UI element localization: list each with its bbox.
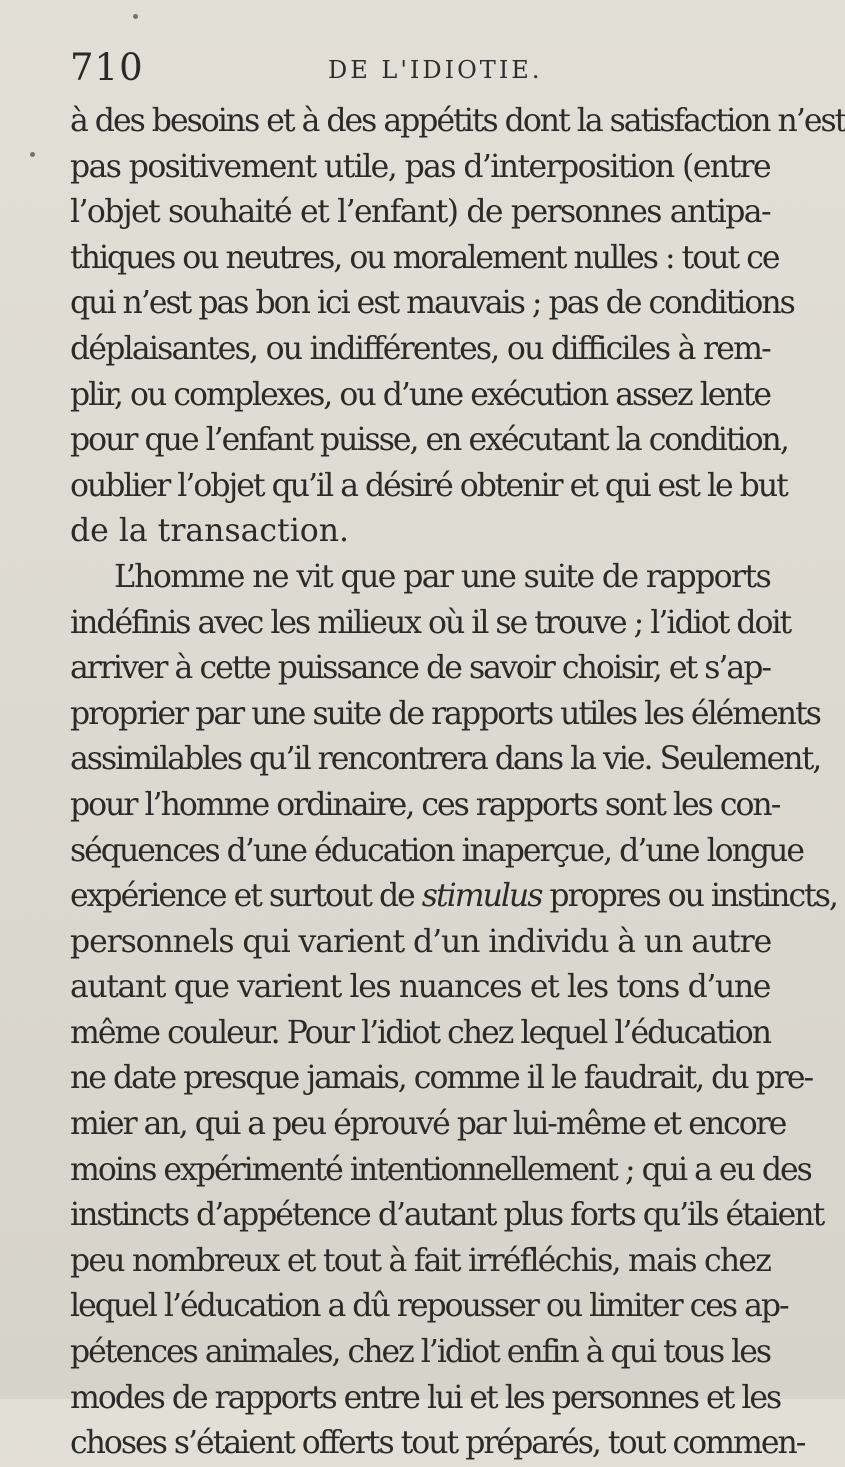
text-line: indéfinis avec les milieux où il se trouve ; l’idiot doit bbox=[70, 604, 791, 641]
text-line: mier an, qui a peu éprouvé par lui-même et encore bbox=[70, 1106, 786, 1143]
body-text bbox=[70, 99, 845, 1467]
text-line: pas positivement utile, pas d’interposition (entre bbox=[70, 148, 770, 185]
text-line: oublier l’objet qu’il a désiré obtenir et qui est le but bbox=[70, 467, 787, 504]
text-line: modes de rapports entre lui et les personnes et les bbox=[70, 1379, 781, 1416]
running-title: DE L'IDIOTIE. bbox=[328, 56, 543, 84]
text-line: déplaisantes, ou indifférentes, ou difficiles à rem- bbox=[70, 330, 770, 367]
text-line: ne date presque jamais, comme il le faudrait, du pre- bbox=[70, 1060, 813, 1097]
text-line: même couleur. Pour l’idiot chez lequel l’éducation bbox=[70, 1014, 770, 1051]
text-line: proprier par une suite de rapports utiles les éléments bbox=[70, 695, 820, 732]
text-line: arriver à cette puissance de savoir choisir, et s’ap- bbox=[70, 650, 770, 687]
text-line: pour l’homme ordinaire, ces rapports sont les con- bbox=[70, 786, 780, 823]
text-line: thiques ou neutres, ou moralement nulles : tout ce bbox=[70, 239, 779, 276]
italic-term: stimulus bbox=[421, 878, 542, 915]
text-line bbox=[70, 874, 837, 920]
text-line: moins expérimenté intentionnellement ; qui a eu des bbox=[70, 1151, 811, 1188]
page-number: 710 bbox=[70, 46, 144, 89]
text-line: l’objet souhaité et l’enfant) de personnes antipa- bbox=[70, 194, 770, 231]
text-line: à des besoins et à des appétits dont la satisfaction n’est bbox=[70, 103, 845, 139]
text-segment: expérience et surtout de bbox=[70, 878, 414, 915]
text-line: autant que varient les nuances et les tons d’une bbox=[70, 969, 770, 1006]
text-line: peu nombreux et tout à fait irréfléchis, mais chez bbox=[70, 1242, 770, 1279]
text-line: pétences animales, chez l’idiot enfin à qui tous les bbox=[70, 1334, 771, 1371]
text-line: qui n’est pas bon ici est mauvais ; pas de conditions bbox=[70, 285, 794, 322]
text-line: plir, ou complexes, ou d’une exécution assez lente bbox=[70, 376, 770, 413]
paragraph-end-line: de la transaction. bbox=[70, 513, 350, 550]
text-line: personnels qui varient d’un individu à un autre bbox=[70, 923, 772, 960]
text-line: lequel l’éducation a dû repousser ou limiter ces ap- bbox=[70, 1288, 788, 1325]
text-line: instincts d’appétence d’autant plus forts qu’ils étaient bbox=[70, 1197, 824, 1234]
text-line: choses s’étaient offerts tout préparés, tout commen- bbox=[70, 1425, 805, 1462]
text-line: pour que l’enfant puisse, en exécutant la condition, bbox=[70, 422, 788, 459]
paragraph-start-line: L’homme ne vit que par une suite de rapports bbox=[114, 558, 771, 595]
ink-speck bbox=[30, 152, 35, 157]
text-line: séquences d’une éducation inaperçue, d’une longue bbox=[70, 832, 803, 869]
text-segment: propres ou instincts, bbox=[549, 878, 837, 915]
ink-speck bbox=[133, 14, 138, 19]
running-head bbox=[70, 46, 770, 90]
text-line: assimilables qu’il rencontrera dans la vie. Seulement, bbox=[70, 741, 821, 778]
